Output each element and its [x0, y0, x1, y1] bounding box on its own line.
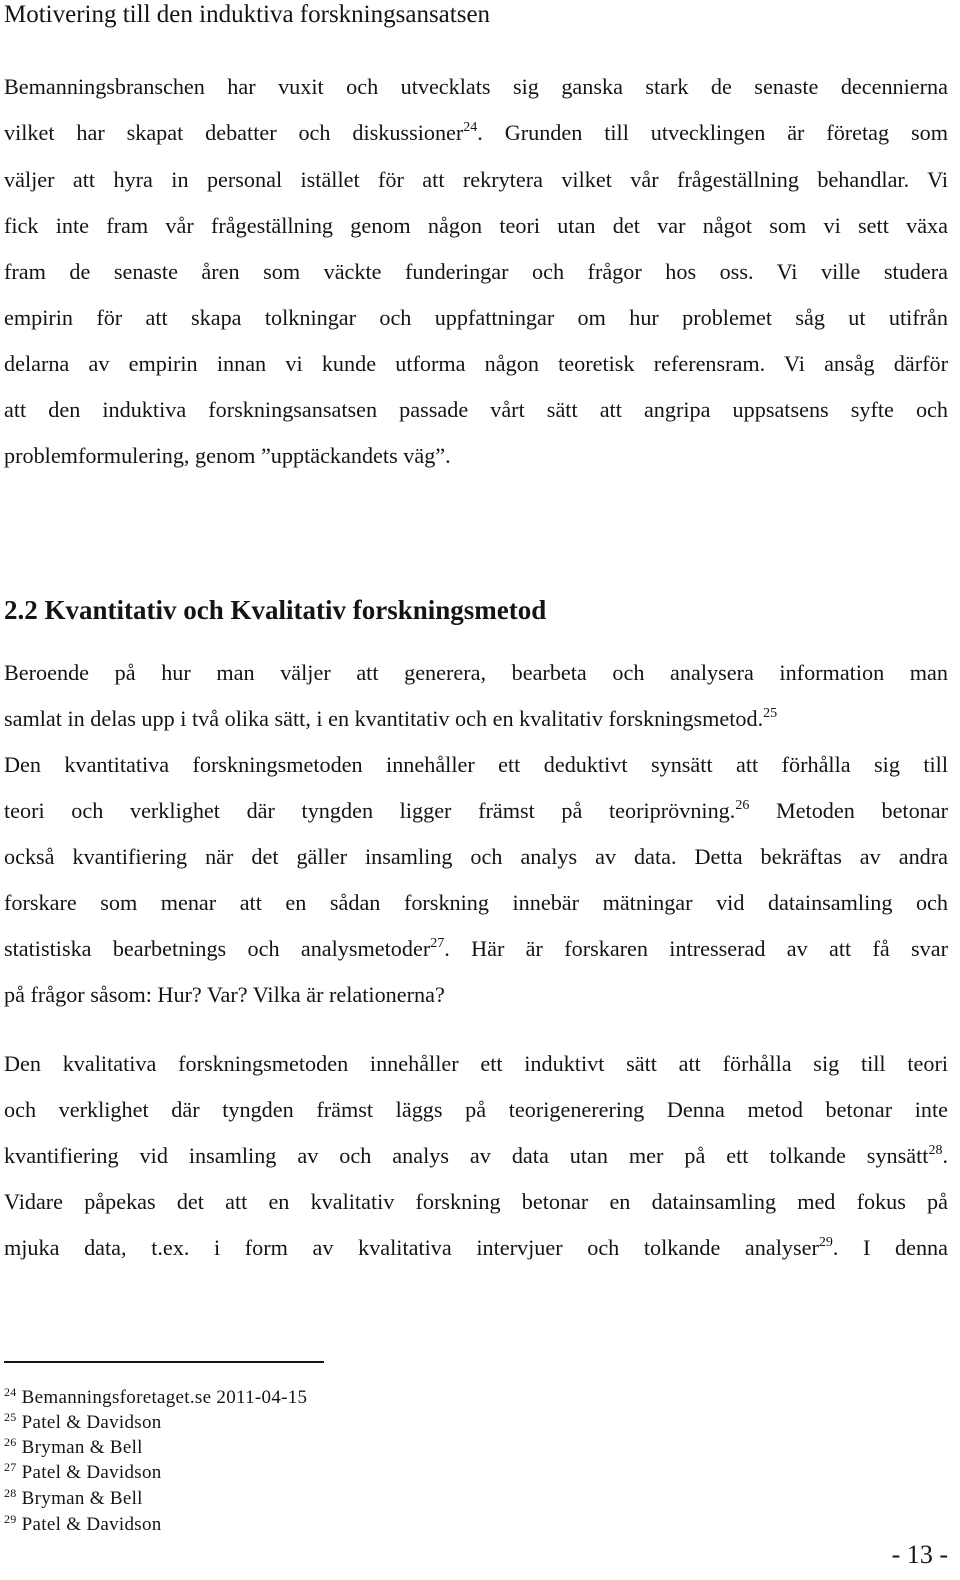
footnote-ref[interactable]: 27: [430, 936, 445, 951]
footnote-text: Bryman & Bell: [21, 1437, 143, 1458]
text-run: .: [942, 1143, 948, 1168]
paragraph-1-line-3: väljer att hyra in personal istället för att rekrytera vilket vår frågeställning behandlar. Vi: [4, 167, 948, 192]
paragraph-1-line-9: problemformulering, genom ”upptäckandets väg”.: [4, 443, 451, 468]
footnote-number: 27: [4, 1460, 17, 1474]
footnote-number: 29: [4, 1512, 17, 1526]
page-subheading: Motivering till den induktiva forskningsansatsen: [4, 1, 491, 28]
section-heading: 2.2 Kvantitativ och Kvalitativ forskningsmetod: [4, 595, 547, 625]
footnote-text: Bryman & Bell: [21, 1488, 143, 1509]
footnote-text: Patel & Davidson: [21, 1412, 162, 1433]
text-run: kvantifiering vid insamling av och analys av data utan mer på ett tolkande synsätt: [4, 1143, 929, 1168]
paragraph-1-line-1: Bemanningsbranschen har vuxit och utvecklats sig ganska stark de senaste decennierna: [4, 74, 948, 99]
footnote: [4, 1514, 162, 1536]
footnote-number: 24: [4, 1385, 17, 1399]
footnote-ref[interactable]: 26: [735, 798, 750, 813]
footnote: [4, 1387, 307, 1409]
paragraph-2-line-2: [4, 706, 948, 732]
paragraph-2-line-1: Beroende på hur man väljer att generera, bearbeta och analysera information man: [4, 660, 948, 685]
footnote-text: Bemanningsforetaget.se 2011-04-15: [21, 1387, 308, 1408]
footnote: [4, 1488, 143, 1510]
text-run: . Grunden till utvecklingen är företag som: [477, 120, 948, 145]
footnote-separator: [4, 1361, 324, 1363]
text-run: . I denna: [832, 1235, 948, 1260]
footnote-number: 28: [4, 1486, 17, 1500]
footnote-ref[interactable]: 28: [928, 1143, 943, 1158]
footnote-text: Patel & Davidson: [21, 1514, 162, 1535]
paragraph-1-line-2: [4, 120, 948, 146]
paragraph-1-line-4: fick inte fram vår frågeställning genom någon teori utan det var något som vi sett växa: [4, 213, 948, 238]
footnote-number: 25: [4, 1410, 17, 1424]
footnote: [4, 1412, 162, 1434]
footnote-number: 26: [4, 1435, 17, 1449]
paragraph-1-line-5: fram de senaste åren som väckte funderingar och frågor hos oss. Vi ville studera: [4, 259, 948, 284]
text-run: mjuka data, t.ex. i form av kvalitativa intervjuer och tolkande analyser: [4, 1235, 819, 1260]
paragraph-2-line-4: [4, 798, 948, 824]
text-run: Metoden betonar: [775, 798, 949, 823]
paragraph-2-line-5: också kvantifiering när det gäller insamling och analys av data. Detta bekräftas av andra: [4, 844, 948, 869]
paragraph-3-line-4: Vidare påpekas det att en kvalitativ forskning betonar en datainsamling med fokus på: [4, 1189, 948, 1214]
text-run: vilket har skapat debatter och diskussioner: [4, 120, 464, 145]
text-run: statistiska bearbetnings och analysmetoder: [4, 936, 431, 961]
paragraph-1-line-6: empirin för att skapa tolkningar och uppfattningar om hur problemet såg ut utifrån: [4, 305, 948, 330]
paragraph-1-line-8: att den induktiva forskningsansatsen passade vårt sätt att angripa uppsatsens syfte och: [4, 397, 948, 422]
paragraph-3-line-2: och verklighet där tyngden främst läggs på teorigenerering Denna metod betonar inte: [4, 1097, 948, 1122]
page-number: - 13 -: [891, 1540, 948, 1569]
paragraph-2-line-6: forskare som menar att en sådan forskning innebär mätningar vid datainsamling och: [4, 890, 948, 915]
paragraph-2-line-8: på frågor såsom: Hur? Var? Vilka är relationerna?: [4, 982, 445, 1007]
footnote: [4, 1462, 162, 1484]
paragraph-1-line-7: delarna av empirin innan vi kunde utforma någon teoretisk referensram. Vi ansåg därför: [4, 351, 948, 376]
paragraph-2-line-7: [4, 936, 948, 962]
paragraph-2-line-3: Den kvantitativa forskningsmetoden innehåller ett deduktivt synsätt att förhålla sig till: [4, 752, 948, 777]
paragraph-3-line-5: [4, 1235, 948, 1261]
footnote-ref[interactable]: 25: [763, 706, 778, 721]
footnote-ref[interactable]: 29: [818, 1235, 833, 1250]
paragraph-3-line-1: Den kvalitativa forskningsmetoden innehåller ett induktivt sätt att förhålla sig till teori: [4, 1051, 948, 1076]
footnote: [4, 1437, 143, 1459]
footnote-ref[interactable]: 24: [463, 120, 478, 135]
footnote-text: Patel & Davidson: [21, 1462, 162, 1483]
text-run: teori och verklighet där tyngden ligger främst på teoriprövning.: [4, 798, 736, 823]
text-run: . Här är forskaren intresserad av att få svar: [444, 936, 948, 961]
text-run: samlat in delas upp i två olika sätt, i en kvantitativ och en kvalitativ forskningsmetod.: [4, 706, 764, 731]
paragraph-3-line-3: [4, 1143, 948, 1169]
